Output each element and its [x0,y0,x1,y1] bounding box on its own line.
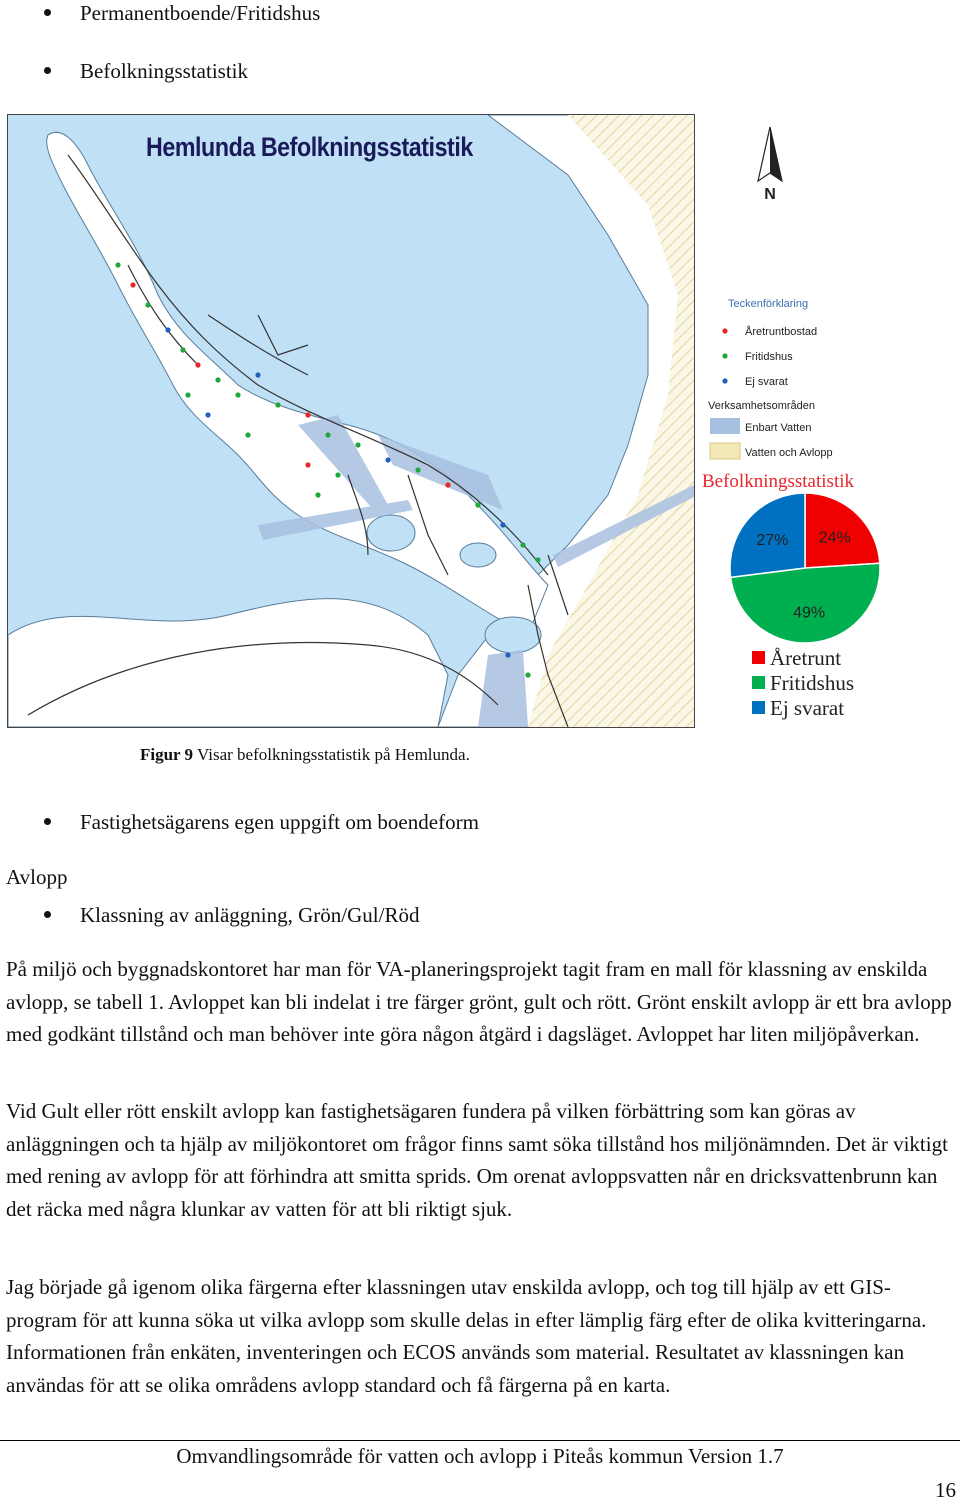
bullet-dot-icon [44,67,51,74]
page-footer: Omvandlingsområde för vatten och avlopp i Piteås kommun Version 1.7 [176,1444,784,1468]
legend-title: Teckenförklaring [728,298,809,310]
legend-swatch-vatten-icon [710,418,740,434]
pie-data-label: 49% [793,604,826,622]
paragraph: På miljö och byggnadskontoret har man för VA-planeringsprojekt tagit fram en mall för klassning av enskilda avlopp, se tabell 1. Avloppet kan bli indelat i tre färger grönt, gult och rött. Grönt enskilt avlopp är ett bra avlopp med godkänt tillstånd och man behöver inte göra någon åtgärd i dagsläget. Avloppet har liten miljöpåverkan. [6,957,952,1047]
legend-label: Fritidshus [745,351,793,363]
caption-label: Figur 9 [140,745,194,764]
bullet-dot-icon [44,9,51,16]
legend-label: Enbart Vatten [745,422,812,434]
paragraph: Vid Gult eller rött enskilt avlopp kan fastighetsägaren fundera på vilken förbättring som kan göras av anläggningen och ta hjälp av miljökontoret om frågor finns samt söka tillstånd hos miljönämnden. Det är viktigt med rening av avlopp för att förhindra att smitta sprids. Om orenat avloppsvatten når en dricksvattenbrunn kan det räcka med några klunkar av vatten för att bli riktigt sjuk. [6,1099,948,1222]
pie-legend-label: Ej svarat [770,696,845,720]
legend-areas-title: Verksamhetsområden [708,400,815,412]
legend-dot-fritidshus-icon [722,353,727,358]
map-illustration [8,115,694,727]
bullet-text: Fastighetsägarens egen uppgift om boendeform [80,810,479,834]
legend-label: Vatten och Avlopp [745,447,833,459]
bullet-dot-icon [44,818,51,825]
map-title: Hemlunda Befolkningsstatistik [146,132,473,162]
legend-dot-aretrunt-icon [722,328,727,333]
pie-legend-swatch-icon [752,651,765,664]
bullet-dot-icon [44,911,51,918]
pie-legend-label: Åretrunt [770,646,842,670]
legend-label: Åretruntbostad [745,326,818,338]
pie-data-label: 27% [756,532,789,550]
footer-divider [0,1440,960,1441]
pie-legend-label: Fritidshus [770,671,855,695]
pie-legend-swatch-icon [752,676,765,689]
section-heading: Avlopp [6,865,68,889]
pie-title: Befolkningsstatistik [702,471,854,492]
pie-legend-swatch-icon [752,701,765,714]
bullet-text: Befolkningsstatistik [80,59,248,83]
legend-dot-ejsvarat-icon [722,378,727,383]
caption-text: Visar befolkningsstatistik på Hemlunda. [193,745,470,764]
pie-chart [730,493,880,643]
paragraph: Jag började gå igenom olika färgerna efter klassningen utav enskilda avlopp, och tog till hjälp av ett GIS-program för att kunna söka ut vilka avlopp som skulle delas in efter lämplig färg efter de olika kvitteringarna. Informationen från enkäten, inventeringen och ECOS används som material. Resultatet av klassningen kan användas för att se olika områdens avlopp standard och få färgerna på en karta. [6,1275,927,1398]
bullet-text: Klassning av anläggning, Grön/Gul/Röd [80,903,420,927]
pie-legend [752,646,854,720]
north-arrow-icon [758,127,782,203]
legend-swatch-avlopp-icon [710,443,740,459]
legend-label: Ej svarat [745,376,788,388]
pie-data-label: 24% [818,529,851,547]
map-image [7,114,695,728]
map-legend [698,115,960,730]
figure-caption [140,745,470,765]
page-number: 16 [935,1478,956,1502]
bullet-text: Permanentboende/Fritidshus [80,1,321,25]
north-label: N [764,186,776,203]
